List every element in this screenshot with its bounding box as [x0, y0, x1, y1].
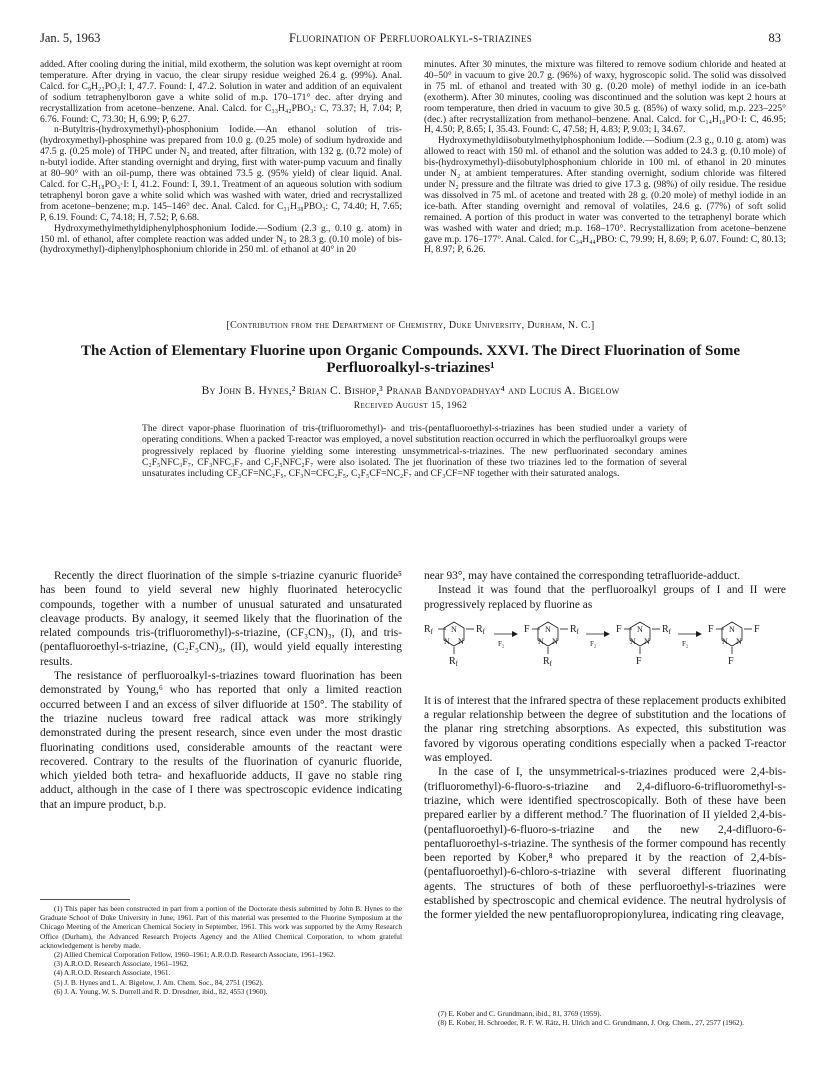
- reaction-scheme: [424, 620, 786, 680]
- footnotes-left: [40, 904, 402, 996]
- previous-article-left-column: [40, 60, 402, 256]
- rf-label: $R_f$: [543, 656, 553, 668]
- arrow-2: [586, 631, 610, 648]
- paragraph: Recently the direct fluorination of the simple s-triazine cyanuric fluoride⁵ has been found to yield several new highly fluorinated heterocyclic compounds, together with a number of unusual saturated and unsaturated cleavage products. By analogy, it seemed likely that the fluorination of the related compounds tris-(trifluoromethyl)-s-triazine, (CF₃CN)₃, (I), and tris-(pentafluoroethyl-s-triazine, (C₂F₅CN)₃, (II), would yield equally interesting results.: [40, 570, 402, 668]
- triazine-ring-1: [424, 622, 486, 668]
- fluorine-label: F: [616, 624, 622, 635]
- ring-n: N: [722, 637, 728, 646]
- rf-label: $R_f$: [476, 624, 486, 636]
- issue-date: Jan. 5, 1963: [40, 31, 101, 45]
- rf-label: $R_f$: [662, 624, 672, 636]
- arrow-1: [494, 631, 518, 648]
- footnotes-right: [424, 1009, 786, 1027]
- body-left-column: [40, 569, 402, 812]
- reagent-label: F₂: [498, 640, 505, 648]
- footnote: (2) Allied Chemical Corporation Fellow, 1960–1961; A.R.O.D. Research Associate, 1961–1962.: [54, 950, 336, 960]
- arrow-3: [678, 631, 702, 648]
- paragraph: Hydroxymethyldiisobutylmethylphosphonium Iodide.—Sodium (2.3 g., 0.10 g. atom) was allowed to react with 150 ml. of ethanol and the solution was added to 24.3 g. (0.10 mole) of bis-(hydroxymethyl)-diisobutylphosphonium chloride in 100 ml. of ethanol in 20 minutes under N₂ at ambient temperatures. After standing overnight, sodium chloride was filtered under N₂ pressure and the filtrate was dried to give 17.3 g. (98%) of oily residue. The residue was dissolved in 75 ml. of acetone and treated with 28 g. (0.20 mole) of methyl iodide in an ice-bath. After standing overnight and removal of volatiles, 24.6 g. (77%) of soft solid remained. A portion of this product in water was converted to the tetraphenyl borate which was washed with water and dried; m.p. 168–170°. Recrystallization from acetone–benzene gave m.p. 176–177°. Anal. Calcd. for C₃₄H₄₄PBO: C, 79.99; H, 8.69; P, 6.07. Found: C, 80.13; H, 8.97; P, 6.26.: [424, 135, 786, 256]
- footnote: (1) This paper has been constructed in part from a portion of the Doctorate thesis submitted by John B. Hynes to the Graduate School of Duke University in June, 1961. Part of this material was presented to the Fluorine Symposium at the Chicago Meeting of the American Chemical Society in September, 1961. This work was supported by the Army Research Office (Durham), the Advanced Research Projects Agency and the Allied Chemical Corporation, to whom grateful acknowledgement is hereby made.: [40, 904, 402, 950]
- ring-n: N: [736, 637, 742, 646]
- rf-label: $R_f$: [449, 656, 459, 668]
- paragraph: The resistance of perfluoroalkyl-s-triazines toward fluorination has been demonstrated by Young,⁶ who has reported that only a limited reaction occurred between I and an excess of silver difluoride at 150°. The stability of the triazine nucleus toward free radical attack was more strikingly demonstrated during the present research, since even under the most drastic fluorinating conditions used, considerable amounts of the reactant were recovered. Contrary to the results of the fluorination of cyanuric fluoride, which yielded both tetra- and hexafluoride adducts, II gave no stable ring adduct, although in the case of I there was spectroscopic evidence indicating that an impure product, b.p.: [40, 670, 402, 811]
- fluorine-label: F: [708, 624, 714, 635]
- fluorine-label: F: [754, 624, 760, 635]
- fluorine-label: F: [728, 656, 734, 667]
- running-title: Fluorination of Perfluoroalkyl-s-triazines: [288, 31, 533, 45]
- article-title: The Action of Elementary Fluorine upon Organic Compounds. XXVI. The Direct Fluorination of Some Perfluoroalkyl-s-triazines¹: [80, 343, 741, 376]
- paragraph: Hydroxymethylmethyldiphenylphosphonium Iodide.—Sodium (2.3 g., 0.10 g. atom) in 150 ml. of ethanol, after complete reaction was added under N₂ to 28.3 g. (0.10 mole) of bis-(hydroxymethyl)-diphenylphosphonium chloride in 250 ml. of ethanol at 40° in 20: [40, 222, 402, 256]
- footnote: (8) E. Kober, H. Schroeder, R. F. W. Rätz, H. Ulrich and C. Grundmann, J. Org. Chem., 27, 2577 (1962).: [438, 1018, 744, 1028]
- footnote: (6) J. A. Young, W. S. Durrell and R. D. Dresdner, ibid., 82, 4553 (1960).: [54, 986, 268, 996]
- ring-n: N: [538, 637, 544, 646]
- paragraph: In the case of I, the unsymmetrical-s-triazines produced were 2,4-bis-(trifluoromethyl)-6-fluoro-s-triazine and 2,4-difluoro-6-trifluoromethyl-s-triazine, which were identified spectroscopically. Both of these have been prepared earlier by a different method.⁷ The fluorination of II yielded 2,4-bis-(pentafluoroethyl)-6-fluoro-s-triazine and the new 2,4-difluoro-6-pentafluoroethyl-s-triazine. The synthesis of the former compound has recently been reported by Kober,⁸ who prepared it by the reaction of 2,4-bis-(pentafluoroethyl)-6-chloro-s-triazine with several different fluorinating agents. The structures of both of these perfluoroethyl-s-triazines were established by spectroscopic and chemical evidence. The neutral hydrolysis of the former yielded the new pentafluoropropionylurea, indicating ring cleavage,: [424, 766, 786, 922]
- received-date: Received August 15, 1962: [353, 401, 468, 411]
- ring-n: N: [552, 637, 558, 646]
- rf-label: $R_f$: [570, 624, 580, 636]
- paragraph: It is of interest that the infrared spectra of these replacement products exhibited a regular relationship between the degree of substitution and the locations of the planar ring stretching absorptions. As expected, this substitution was favored by vigorous operating conditions especially when a packed T-reactor was employed.: [424, 694, 786, 765]
- fluorine-label: F: [524, 624, 530, 635]
- ring-n: N: [630, 637, 636, 646]
- triazine-ring-2: [524, 622, 580, 668]
- paragraph: minutes. After 30 minutes, the mixture was filtered to remove sodium chloride and heated at 40–50° in vacuum to give 20.7 g. (96%) of waxy, hygroscopic solid. The solid was dissolved in 75 ml. of ethanol and treated with 30 g. (0.20 mole) of methyl iodide in an ice-bath (exotherm). After 30 minutes, cooling was discontinued and the solution was kept 2 hours at room temperature, then dried in vacuum to give 30.5 g. (85%) of waxy solid, m.p. 223–225° (dec.) after recrystallization from methanol–benzene. Anal. Calcd. for C₁₄H₁₆PO·I: C, 46.95; H, 4.50; P, 8.65; I, 35.43. Found: C, 47.58; H, 4.83; P, 9.03; I, 34.67.: [424, 59, 786, 136]
- page-number: 83: [768, 31, 781, 45]
- page-header: [40, 31, 781, 49]
- reagent-label: F₂: [590, 640, 597, 648]
- substitution-scheme-figure: [424, 620, 786, 680]
- ring-n: N: [458, 637, 464, 646]
- fluorine-label: F: [636, 656, 642, 667]
- reagent-label: F₂: [682, 640, 689, 648]
- abstract: The direct vapor-phase fluorination of tris-(trifluoromethyl)- and tris-(pentafluoroethyl-s-triazines has been studied under a variety of operating conditions. When a packed T-reactor was employed, a novel substitution reaction occurred in which the perfluoroalkyl groups were progressively replaced by fluorine yielding some interesting unsymmetrical-s-triazines. The new perfluorinated secondary amines C₂F₅NFC₃F₇, CF₃NFC₃F₇ and C₂F₅NFC₂F₇ were also isolated. The jet fluorination of these two triazines led to the formation of several unsaturates including CF₃CF=NC₂F₅, CF₃N=CFC₂F₅, C₂F₅CF=NC₂F₇ and CF₃CF=NF together with their saturated analogs.: [142, 423, 687, 480]
- ring-n: N: [729, 625, 735, 634]
- footnote-rule: [40, 899, 130, 900]
- footnote: (5) J. B. Hynes and L. A. Bigelow, J. Am. Chem. Soc., 84, 2751 (1962).: [54, 977, 264, 987]
- ring-n: N: [545, 625, 551, 634]
- ring-n: N: [644, 637, 650, 646]
- footnote: (3) A.R.O.D. Research Associate, 1961–1962.: [54, 959, 189, 969]
- ring-n: N: [451, 625, 457, 634]
- triazine-ring-4: [708, 622, 760, 667]
- footnote: (4) A.R.O.D. Research Associate, 1961.: [54, 968, 171, 978]
- ring-n: N: [637, 625, 643, 634]
- triazine-ring-3: [616, 622, 672, 667]
- paragraph: Instead it was found that the perfluoroalkyl groups of I and II were progressively replaced by fluorine as: [424, 584, 786, 611]
- ring-n: N: [444, 637, 450, 646]
- rf-label: $R_f$: [424, 624, 434, 636]
- footnote: (7) E. Kober and C. Grundmann, ibid., 81, 3769 (1959).: [438, 1009, 602, 1018]
- contribution-line: [Contribution from the Department of Chemistry, Duke University, Durham, N. C.]: [226, 320, 595, 331]
- author-line: By John B. Hynes,² Brian C. Bishop,³ Pranab Bandyopadhyay⁴ and Lucius A. Bigelow: [201, 384, 620, 397]
- previous-article-right-column: [424, 60, 786, 256]
- paragraph: near 93°, may have contained the corresponding tetrafluoride-adduct.: [424, 570, 741, 582]
- paragraph: n-Butyltris-(hydroxymethyl)-phosphonium Iodide.—An ethanol solution of tris-(hydroxymethyl)-phosphine was prepared from 10.0 g. (0.25 mole) of sodium hydroxide and 47.5 g. (0.25 mole) of THPC under N₂ and treated, after filtration, with 132 g. (0.72 mole) of n-butyl iodide. After standing overnight and drying, first with water-pump vacuum and finally at 80–90° with an oil-pump, there was obtained 73.5 g. (95% yield) of clear liquid. Anal. Calcd. for C₇H₁₈PO₃·I: I, 41.2. Found: I, 39.1. Treatment of an aqueous solution with sodium tetraphenyl boron gave a white solid which was washed with water, dried and recrystallized from acetone–benzene; m.p. 145–146° dec. Anal. Calcd. for C₃₁H₃₈PBO₃: C, 74.40; H, 7.65; P, 6.19. Found: C, 74.18; H, 7.52; P, 6.68.: [40, 124, 402, 223]
- paragraph: added. After cooling during the initial, mild exotherm, the solution was kept overnight at room temperature. After drying in vacuo, the clear sirupy residue weighed 26.4 g. (99%). Anal. Calcd. for C₉H₂₂PO₃I: I, 47.7. Found: I, 47.2. Solution in water and addition of an equivalent of sodium tetraphenylboron gave a white solid of m.p. 170–171° dec. after drying and recrystallization from acetone–benzene. Anal. Calcd. for C₃₃H₄₂PBO₃: C, 73.37; H, 7.04; P, 6.76. Found: C, 73.30; H, 6.99; P, 6.27.: [40, 59, 402, 125]
